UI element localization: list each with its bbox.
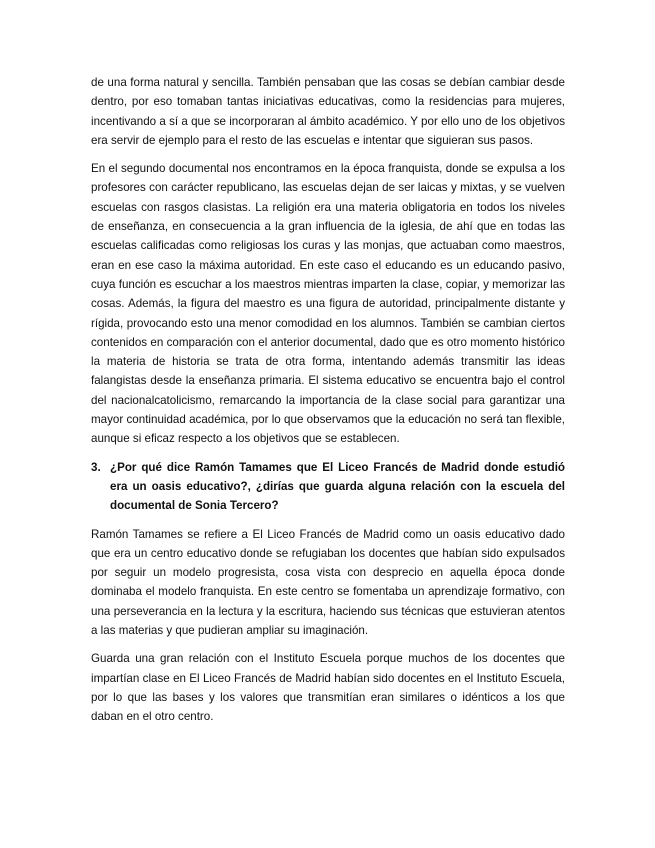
question-3 — [91, 458, 565, 516]
question-number: 3. — [91, 460, 101, 474]
paragraph-continuation: de una forma natural y sencilla. También pensaban que las cosas se debían cambiar desde dentro, por eso tomaban tantas iniciativas educativas, como la residencias para mujeres, incentivando a sí a que se incorporaran al ámbito académico. Y por ello uno de los objetivos era servir de ejemplo para el resto de las escuelas e intentar que siguieran sus pasos. — [91, 76, 565, 147]
question-text: ¿Por qué dice Ramón Tamames que El Liceo Francés de Madrid donde estudió era un oasis educativo?, ¿dirías que guarda alguna relación con la escuela del documental de Sonia Tercero? — [110, 460, 565, 513]
paragraph-oasis-answer: Ramón Tamames se refiere a El Liceo Francés de Madrid como un oasis educativo dado que era un centro educativo donde se refugiaban los docentes que habían sido expulsados por seguir un modelo progresista, cosa vista con desprecio en aquella época donde dominaba el modelo franquista. En este centro se fomentaba un aprendizaje formativo, con una perseverancia en la lectura y la escritura, haciendo sus técnicas que estuvieran atentos a las materias y que pudieran ampliar su imaginación. — [91, 527, 565, 638]
document-body — [91, 73, 565, 736]
paragraph-instituto-relation: Guarda una gran relación con el Instituto Escuela porque muchos de los docentes que impartían clase en El Liceo Francés de Madrid habían sido docentes en el Instituto Escuela, por lo que las bases y los valores que transmitían eran similares o idénticos a los que daban en el otro centro. — [91, 652, 565, 724]
paragraph-second-documental: En el segundo documental nos encontramos en la época franquista, donde se expulsa a los profesores con carácter republicano, las escuelas dejan de ser laicas y mixtas, y se vuelven escuelas con rasgos clasistas. La religión era una materia obligatoria en todos los niveles de enseñanza, en consecuencia a la gran influencia de la iglesia, de ahí que en todas las escuelas calificadas como religiosas los curas y las monjas, que actuaban como maestros, eran en ese caso la máxima autoridad. En este caso el educando es un educando pasivo, cuya función es escuchar a los maestros mientras imparten la clase, copiar, y memorizar las cosas. Además, la figura del maestro es una figura de autoridad, principalmente distante y rígida, provocando esto una menor comodidad en los alumnos. También se cambian ciertos contenidos en comparación con el anterior documental, dado que es otro momento histórico la materia de historia se trata de otra forma, intentando además transmitir las ideas falangistas desde la enseñanza primaria. El sistema educativo se encuentra bajo el control del nacionalcatolicismo, remarcando la importancia de la clase social para garantizar una mayor continuidad académica, por lo que observamos que la educación no será tan flexible, aunque si eficaz respecto a los objetivos que se establecen. — [91, 162, 565, 446]
